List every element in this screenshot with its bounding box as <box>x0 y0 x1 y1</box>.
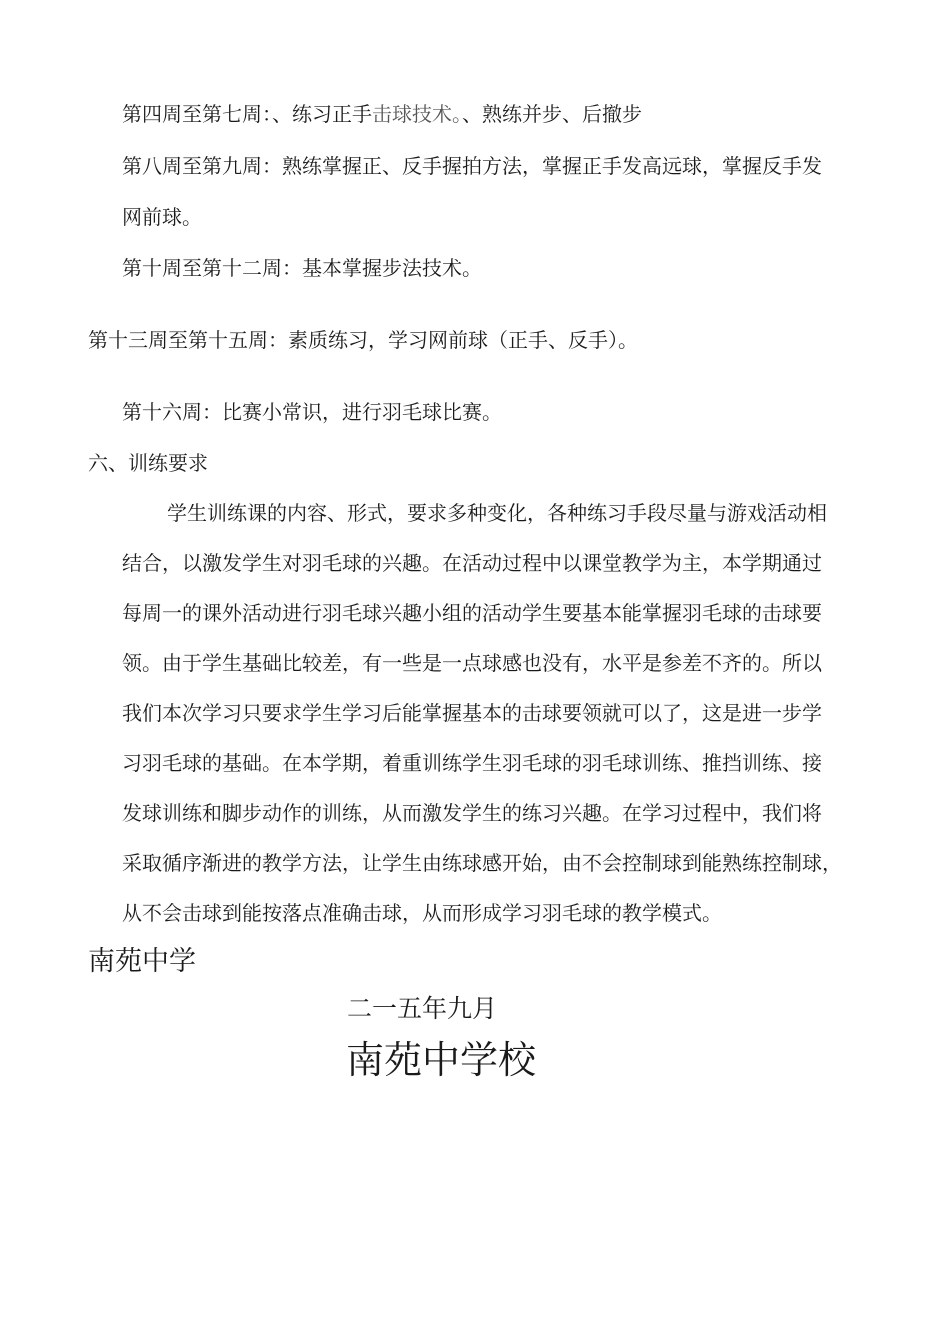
schedule-week4-7-prefix: 第四周至第七周：、练习正手 <box>122 102 372 126</box>
schedule-week4-7-highlight: 击球技术。 <box>372 102 462 126</box>
schedule-week10-12: 第十周至第十二周：基本掌握步法技术。 <box>122 256 482 280</box>
schedule-week8-9-line2: 网前球。 <box>122 205 202 229</box>
schedule-week4-7-suffix: 、熟练并步、后撤步 <box>462 102 642 126</box>
schedule-week13-15: 第十三周至第十五周：素质练习，学习网前球（正手、反手）。 <box>88 328 638 352</box>
school-name-full: 南苑中学校 <box>346 1038 537 1082</box>
paragraph-line: 领。由于学生基础比较差，有一些是一点球感也没有，水平是参差不齐的。所以 <box>122 651 822 675</box>
section-heading-training-requirements: 六、训练要求 <box>88 451 208 475</box>
paragraph-line: 发球训练和脚步动作的训练，从而激发学生的练习兴趣。在学习过程中，我们将 <box>122 801 822 825</box>
paragraph-line: 学生训练课的内容、形式，要求多种变化，各种练习手段尽量与游戏活动相 <box>167 501 827 525</box>
paragraph-line: 结合，以激发学生对羽毛球的兴趣。在活动过程中以课堂教学为主，本学期通过 <box>122 551 822 575</box>
paragraph-line: 我们本次学习只要求学生学习后能掌握基本的击球要领就可以了，这是进一步学 <box>122 701 822 725</box>
schedule-week16: 第十六周：比赛小常识，进行羽毛球比赛。 <box>122 400 502 424</box>
paragraph-line: 采取循序渐进的教学方法，让学生由练球感开始，由不会控制球到能熟练控制球， <box>122 851 842 875</box>
school-name-signature: 南苑中学 <box>88 946 196 977</box>
document-date: 二一五年九月 <box>347 994 498 1023</box>
paragraph-line: 从不会击球到能按落点准确击球，从而形成学习羽毛球的教学模式。 <box>122 901 722 925</box>
schedule-week4-7 <box>122 100 642 128</box>
paragraph-line: 习羽毛球的基础。在本学期，着重训练学生羽毛球的羽毛球训练、推挡训练、接 <box>122 751 822 775</box>
paragraph-line: 每周一的课外活动进行羽毛球兴趣小组的活动学生要基本能掌握羽毛球的击球要 <box>122 601 822 625</box>
schedule-week8-9-line1: 第八周至第九周：熟练掌握正、反手握拍方法，掌握正手发高远球，掌握反手发 <box>122 154 822 178</box>
